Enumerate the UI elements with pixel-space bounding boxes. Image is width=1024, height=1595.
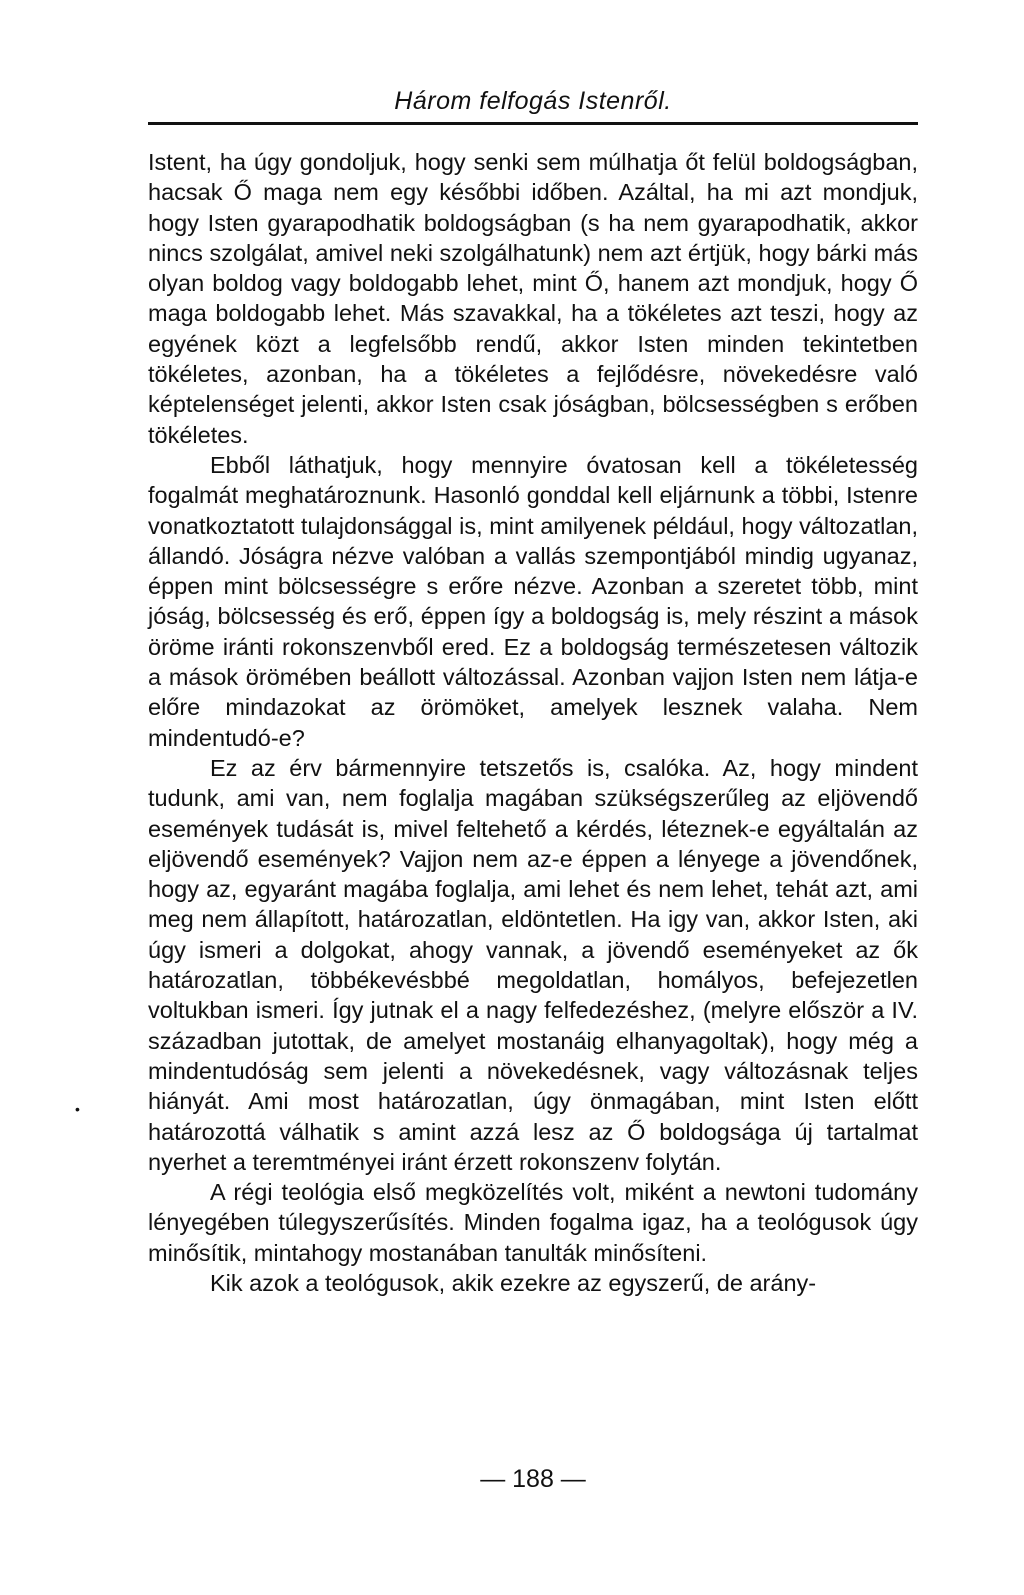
margin-mark: • <box>75 1101 80 1117</box>
paragraph: Kik azok a teológusok, akik ezekre az egyszerű, de arány- <box>210 1269 817 1296</box>
header-rule <box>148 122 918 125</box>
paragraph: Ez az érv bármennyire tetszetős is, csalóka. Az, hogy mindent tudunk, ami van, nem foglalja magában szükségszerűleg az eljövendő események tudását is, mivel feltehető a kérdés, léteznek-e egyáltalán az eljövendő események? Vajjon nem az-e éppen a lényege a jövendőnek, hogy az, egyaránt magába foglalja, ami lehet és nem lehet, tehát azt, ami meg nem állapított, határozatlan, eldöntetlen. Ha igy van, akkor Isten, aki úgy ismeri a dolgokat, ahogy vannak, a jövendő eseményeket az ők határozatlan, többékevésbbé megoldatlan, homályos, befejezetlen voltukban ismeri. Így jutnak el a nagy felfedezéshez, (melyre először a IV. században jutottak, de amelyet mostanáig elhanyagoltak), hogy még a mindentudóság sem jelenti a növekedésnek, vagy változásnak teljes hiányát. Ami most határozatlan, úgy önmagában, mint Isten előtt határozottá válhatik s amint azzá lesz az Ő boldogsága új tartalmat nyerhet a teremtményei iránt érzett rokonszenv folytán. <box>148 754 918 1175</box>
page-number: — 188 — <box>480 1465 586 1493</box>
running-title: Három felfogás Istenről. <box>394 87 672 115</box>
book-page <box>148 84 918 1298</box>
paragraph: Ebből láthatjuk, hogy mennyire óvatosan kell a tökéletesség fogalmát meghatároznunk. Hasonló gonddal kell eljárnunk a többi, Istenre vonatkoztatott tulajdonsággal is, mint amilyenek például, hogy változatlan, állandó. Jóságra nézve valóban a vallás szempontjából mindig ugyanaz, éppen mint bölcsességre s erőre nézve. Azonban a szeretet több, mint jóság, bölcsesség és erő, éppen így a boldogság is, mely részint a mások öröme iránti rokonszenvből ered. Ez a boldogság természetesen változik a mások örömében beállott változással. Azonban vajjon Isten nem látja-e előre mindazokat az örömöket, amelyek lesznek valaha. Nem mindentudó-e? <box>148 451 918 751</box>
paragraph: Istent, ha úgy gondoljuk, hogy senki sem múlhatja őt felül boldogságban, hacsak Ő maga nem egy későbbi időben. Azáltal, ha mi azt mondjuk, hogy Isten gyarapodhatik boldogságban (s ha nem gyarapodhatik, akkor nincs szolgálat, amivel neki szolgálhatunk) nem azt értjük, hogy bárki más olyan boldog vagy boldogabb lehet, mint Ő, hanem azt mondjuk, hogy Ő maga boldogabb lehet. Más szavakkal, ha a tökéletes azt teszi, hogy az egyének közt a legfelsőbb rendű, akkor Isten minden tekintetben tökéletes, azonban, ha a tökéletes a fejlődésre, növekedésre való képtelenséget jelenti, akkor Isten csak jóságban, bölcsességben s erőben tökéletes. <box>148 149 918 448</box>
body-text <box>148 147 918 1298</box>
paragraph: A régi teológia első megközelítés volt, miként a newtoni tudomány lényegében túlegyszerűsítés. Minden fogalma igaz, ha a teológusok úgy minősítik, mintahogy mostanában tanulták minősíteni. <box>148 1179 918 1266</box>
